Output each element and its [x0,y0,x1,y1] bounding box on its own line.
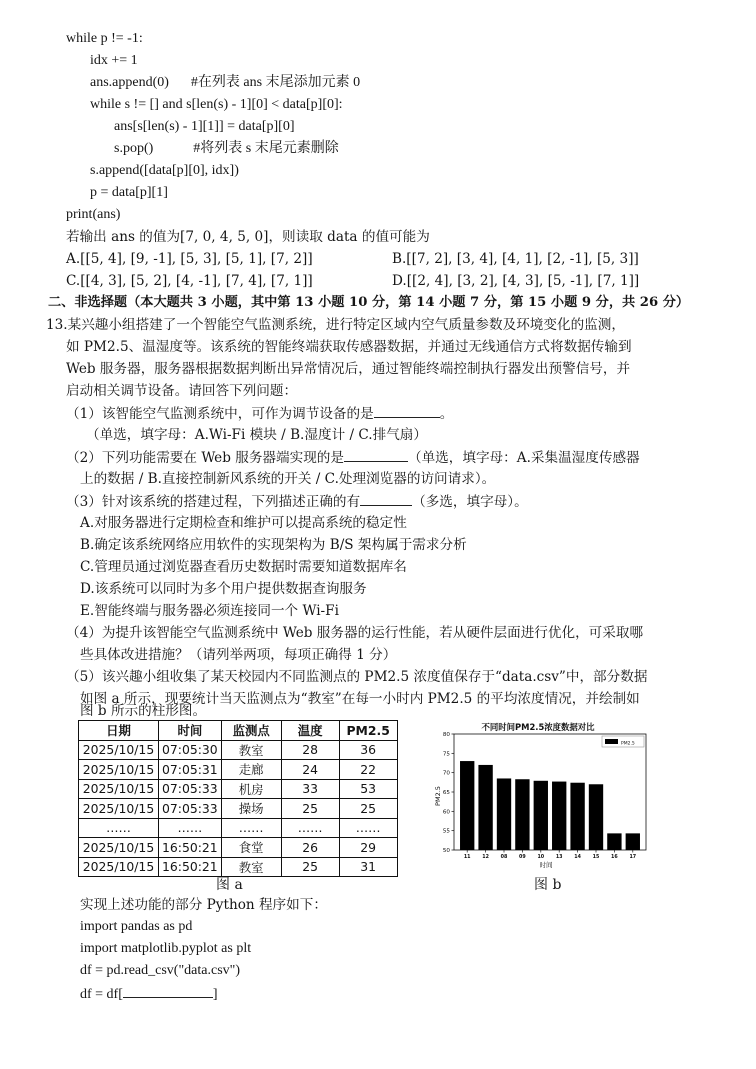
x-tick-label: 10 [537,855,545,860]
table-cell: …… [79,818,159,838]
data-table [78,720,398,877]
table-cell: 教室 [221,857,281,877]
code-line: while s != [] and s[len(s) - 1][0] < data[p][0]: [90,97,343,112]
y-axis-label: PM2.5 [434,786,442,806]
chart-title: 不同时间PM2.5浓度数据对比 [481,722,595,732]
code-comment: #将列表 s 末尾元素删除 [193,141,339,156]
table-cell: 2025/10/15 [79,760,159,780]
q13-intro-line: 13.某兴趣小组搭建了一个智能空气监测系统，进行特定区域内空气质量参数及环境变化的监测， [46,317,625,333]
figure-a-caption: 图 a [216,877,243,893]
subquestion-2: （2）下列功能需要在 Web 服务器端实现的是 （单选，填字母：A.采集温湿度传感器 [66,450,640,466]
question-stem: 若输出 ans 的值为[7, 0, 4, 5, 0]，则读取 data 的值可能为 [66,229,430,245]
subquestion-4: （4）为提升该智能空气监测系统中 Web 服务器的运行性能，若从硬件层面进行优化，可采取哪 [66,625,644,641]
chart-legend [602,736,644,747]
subquestion-2-cont: 上的数据 / B.直接控制新风系统的开关 / C.处理浏览器的访问请求）。 [80,471,496,487]
table-cell: 25 [339,799,397,819]
bar [534,781,548,850]
table-cell: 16:50:21 [159,838,222,858]
legend-swatch [605,739,618,744]
code-comment: #在列表 ans 末尾添加元素 0 [190,75,361,90]
table-cell: 教室 [221,740,281,760]
table-cell: 53 [339,779,397,799]
bar [589,784,603,850]
legend-label: PM2.5 [621,741,635,747]
table-cell: 29 [339,838,397,858]
table-row [79,838,398,858]
y-tick-label: 70 [442,770,450,777]
option-line: A.对服务器进行定期检查和维护可以提高系统的稳定性 [80,515,407,531]
table-cell: …… [159,818,222,838]
x-axis-label: 时间 [539,861,553,869]
table-cell: 2025/10/15 [79,857,159,877]
table-cell: 24 [281,760,339,780]
figure-b-caption: 图 b [534,877,562,893]
table-cell: 机房 [221,779,281,799]
code-line: while p != -1: [66,31,143,46]
table-cell: 2025/10/15 [79,740,159,760]
answer-blank[interactable] [360,492,412,506]
x-tick-label: 11 [463,855,471,860]
table-header-row [79,721,398,741]
subquestion-5-cont: 如图 a 所示，现要统计当天监测点为“教室”在每一小时内 PM2.5 的平均浓度情况，并绘制如 [80,691,640,707]
table-cell: 25 [281,857,339,877]
table-cell: 07:05:30 [159,740,222,760]
table-row [79,740,398,760]
y-tick-label: 50 [442,848,450,854]
table-cell: 2025/10/15 [79,799,159,819]
code-line: s.append([data[p][0], idx]) [90,163,239,178]
option-b: B.[[7, 2], [3, 4], [4, 1], [2, -1], [5, 3]] [392,251,639,267]
table-cell: …… [339,818,397,838]
program-intro: 实现上述功能的部分 Python 程序如下： [80,897,327,913]
bar [607,833,621,850]
q13-intro-line: Web 服务器，服务器根据数据判断出异常情况后，通过智能终端控制执行器发出预警信号，并 [66,361,631,377]
code-line: df = pd.read_csv("data.csv") [80,963,241,978]
answer-blank[interactable] [344,448,408,462]
y-tick-label: 60 [442,809,450,816]
x-tick-label: 13 [555,855,563,860]
option-line: C.管理员通过浏览器查看历史数据时需要知道数据库名 [80,559,407,575]
option-line: D.该系统可以同时为多个用户提供数据查询服务 [80,581,367,597]
answer-blank[interactable] [374,404,440,418]
q13-intro-line: 启动相关调节设备。请回答下列问题： [66,383,298,399]
table-cell: 2025/10/15 [79,779,159,799]
bar [497,778,511,850]
x-tick-label: 16 [611,855,618,860]
code-line: p = data[p][1] [90,185,168,200]
x-tick-label: 08 [500,855,508,860]
code-line: df = df[ ] [80,984,218,1004]
answer-blank[interactable] [123,984,213,998]
subquestion-1-hint: （单选，填字母：A.Wi-Fi 模块 / B.湿度计 / C.排气扇） [86,427,427,443]
table-cell: 28 [281,740,339,760]
table-cell: 26 [281,838,339,858]
code-line: print(ans) [66,207,121,222]
table-header: 监测点 [221,721,281,741]
bar [570,783,584,850]
code-line: idx += 1 [90,53,138,68]
x-tick-label: 15 [592,855,600,860]
option-d: D.[[2, 4], [3, 2], [4, 3], [5, -1], [7, 1]] [392,273,640,289]
table-cell: …… [281,818,339,838]
q13-intro-line: 如 PM2.5、温湿度等。该系统的智能终端获取传感器数据，并通过无线通信方式将数据传输到 [66,339,632,355]
table-cell: 07:05:33 [159,779,222,799]
table-header: 时间 [159,721,222,741]
table-cell: 07:05:33 [159,799,222,819]
table-cell: 走廊 [221,760,281,780]
subquestion-1: （1）该智能空气监测系统中，可作为调节设备的是 。 [66,406,454,422]
bar-chart [420,722,656,872]
table-row [79,799,398,819]
table-cell: 31 [339,857,397,877]
code-line: import pandas as pd [80,919,193,934]
code-line: import matplotlib.pyplot as plt [80,941,252,956]
table-header: 温度 [281,721,339,741]
table-header: 日期 [79,721,159,741]
code-line: s.pop() #将列表 s 末尾元素删除 [114,141,339,156]
subquestion-5: （5）该兴趣小组收集了某天校园内不同监测点的 PM2.5 浓度值保存于“data.csv”中，部分数据 [66,669,648,685]
subquestion-5-cont: 图 b 所示的柱形图。 [80,703,207,719]
y-tick-label: 65 [442,790,450,796]
table-cell: 16:50:21 [159,857,222,877]
y-tick-label: 80 [442,732,450,738]
option-line: B.确定该系统网络应用软件的实现架构为 B/S 架构属于需求分析 [80,537,467,553]
code-line: ans[s[len(s) - 1][1]] = data[p][0] [114,119,295,134]
bar [552,782,566,850]
x-tick-label: 14 [574,855,581,860]
table-cell: 07:05:31 [159,760,222,780]
table-row [79,818,398,838]
y-tick-label: 75 [442,751,450,758]
bar [478,765,492,850]
table-row [79,779,398,799]
table-cell: …… [221,818,281,838]
bar [626,833,640,850]
table-cell: 食堂 [221,838,281,858]
code-line: ans.append(0) #在列表 ans 末尾添加元素 0 [90,75,361,90]
table-header: PM2.5 [339,721,397,741]
option-a: A.[[5, 4], [9, -1], [5, 3], [5, 1], [7, 2]] [66,251,313,267]
option-c: C.[[4, 3], [5, 2], [4, -1], [7, 4], [7, 1]] [66,273,313,289]
section-heading: 二、非选择题（本大题共 3 小题，其中第 13 小题 10 分，第 14 小题 7 分，第 15 小题 9 分，共 26 分） [48,295,690,310]
x-tick-label: 17 [629,855,637,860]
bar [460,761,474,850]
bar [515,779,529,850]
table-cell: 2025/10/15 [79,838,159,858]
option-line: E.智能终端与服务器必须连接同一个 Wi-Fi [80,603,339,619]
table-cell: 22 [339,760,397,780]
table-cell: 33 [281,779,339,799]
table-row [79,760,398,780]
x-tick-label: 09 [519,855,526,860]
x-tick-label: 12 [482,855,489,860]
subquestion-3: （3）针对该系统的搭建过程，下列描述正确的有 （多选，填字母）。 [66,494,528,510]
subquestion-4-cont: 些具体改进措施？（请列举两项，每项正确得 1 分） [80,647,397,663]
table-cell: 操场 [221,799,281,819]
table-cell: 36 [339,740,397,760]
y-tick-label: 55 [442,828,450,835]
table-cell: 25 [281,799,339,819]
